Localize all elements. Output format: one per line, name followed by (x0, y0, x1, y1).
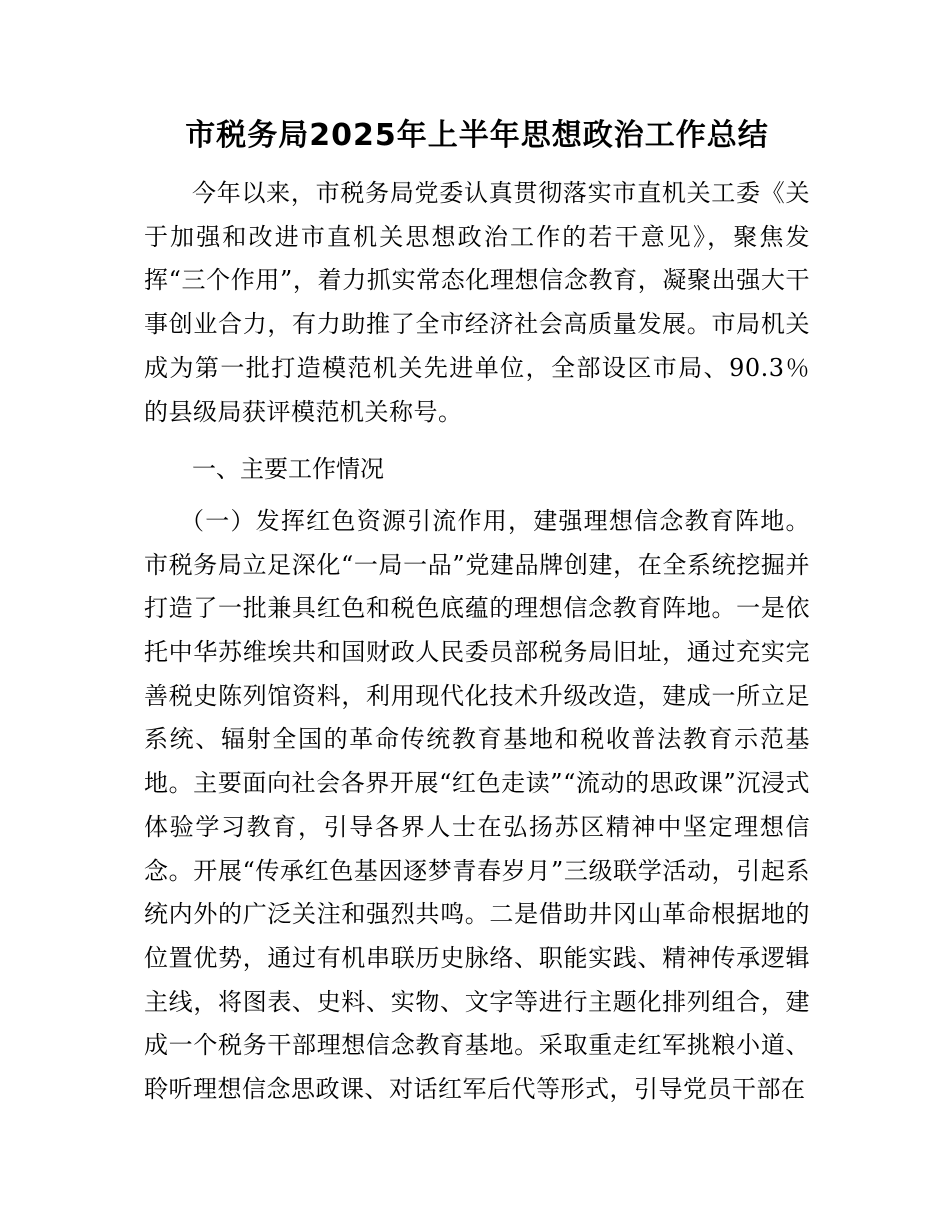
document-body (144, 112, 810, 1112)
subsection-paragraph: （一）发挥红色资源引流作用，建强理想信念教育阵地。市税务局立足深化“一局一品”党建品牌创建，在全系统挖掘并打造了一批兼具红色和税色底蕴的理想信念教育阵地。一是依托中华苏维埃共和国财政人民委员部税务局旧址，通过充实完善税史陈列馆资料，利用现代化技术升级改造，建成一所立足系统、辐射全国的革命传统教育基地和税收普法教育示范基地。主要面向社会各界开展“红色走读”“流动的思政课”沉浸式体验学习教育，引导各界人士在弘扬苏区精神中坚定理想信念。开展“传承红色基因逐梦青春岁月”三级联学活动，引起系统内外的广泛关注和强烈共鸣。二是借助井冈山革命根据地的位置优势，通过有机串联历史脉络、职能实践、精神传承逻辑主线，将图表、史料、实物、文字等进行主题化排列组合，建成一个税务干部理想信念教育基地。采取重走红军挑粮小道、聆听理想信念思政课、对话红军后代等形式，引导党员干部在 (144, 506, 810, 1104)
document-title: 市税务局2025年上半年思想政治工作总结 (185, 118, 769, 153)
intro-paragraph: 今年以来，市税务局党委认真贯彻落实市直机关工委《关于加强和改进市直机关思想政治工作的若干意见》，聚焦发挥“三个作用”，着力抓实常态化理想信念教育，凝聚出强大干事创业合力，有力助推了全市经济社会高质量发展。市局机关成为第一批打造模范机关先进单位，全部设区市局、90.3％的县级局获评模范机关称号。 (144, 179, 810, 426)
section-heading: 一、主要工作情况 (192, 455, 384, 484)
